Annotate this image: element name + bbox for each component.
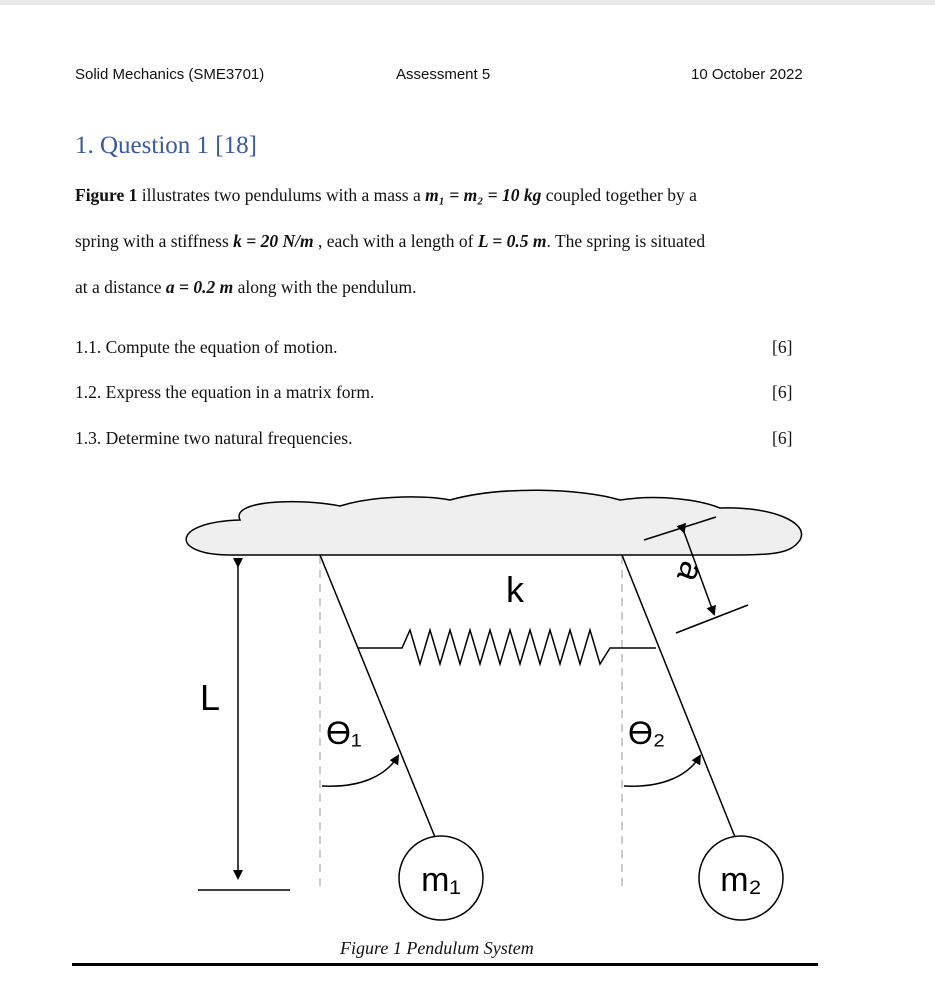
distance-expression: a = 0.2 m xyxy=(165,277,234,297)
distance-label: a xyxy=(669,556,712,588)
pendulum-rod-1 xyxy=(320,555,437,842)
subquestion-1-2-marks: [6] xyxy=(772,382,793,402)
spring xyxy=(358,630,656,664)
subquestion-1-3: 1.3. Determine two natural frequencies. xyxy=(75,428,353,448)
length-label: L xyxy=(200,677,221,718)
figure-caption: Figure 1 Pendulum System xyxy=(340,938,534,958)
length-expression: L = 0.5 m xyxy=(477,231,547,251)
subquestion-1-1: 1.1. Compute the equation of motion. xyxy=(75,337,338,357)
mass-expression: m₁ = m₂ = 10 kg xyxy=(425,185,542,205)
paragraph-line-3: at a distance a = 0.2 m along with the pendulum. xyxy=(75,277,417,297)
mass2-label: m₂ xyxy=(720,861,762,899)
paragraph-line-2: spring with a stiffness k = 20 N/m , each with a length of L = 0.5 m. The spring is situated xyxy=(75,231,706,251)
paragraph-line-1: Figure 1 illustrates two pendulums with a mass a m₁ = m₂ = 10 kg coupled together by a xyxy=(75,185,697,205)
header-date: 10 October 2022 xyxy=(691,66,803,83)
header-assessment: Assessment 5 xyxy=(396,66,491,83)
bottom-rule xyxy=(72,963,818,966)
angle-arc-2 xyxy=(624,756,700,786)
theta1-label: ϴ₁ xyxy=(326,715,362,751)
pendulum-rod-2 xyxy=(622,555,737,842)
stiffness-expression: k = 20 N/m xyxy=(233,231,314,251)
figure-reference: Figure 1 xyxy=(75,185,138,205)
spring-label: k xyxy=(506,569,524,610)
subquestion-1-3-marks: [6] xyxy=(772,428,793,448)
mass1-label: m₁ xyxy=(421,861,461,899)
header-course: Solid Mechanics (SME3701) xyxy=(75,66,265,83)
angle-arc-1 xyxy=(322,756,398,786)
theta2-label: ϴ₂ xyxy=(628,715,666,751)
subquestion-1-2: 1.2. Express the equation in a matrix form. xyxy=(75,382,375,402)
subquestion-1-1-marks: [6] xyxy=(772,337,793,357)
ceiling-support xyxy=(186,490,801,555)
question-title: 1. Question 1 [18] xyxy=(75,132,257,159)
